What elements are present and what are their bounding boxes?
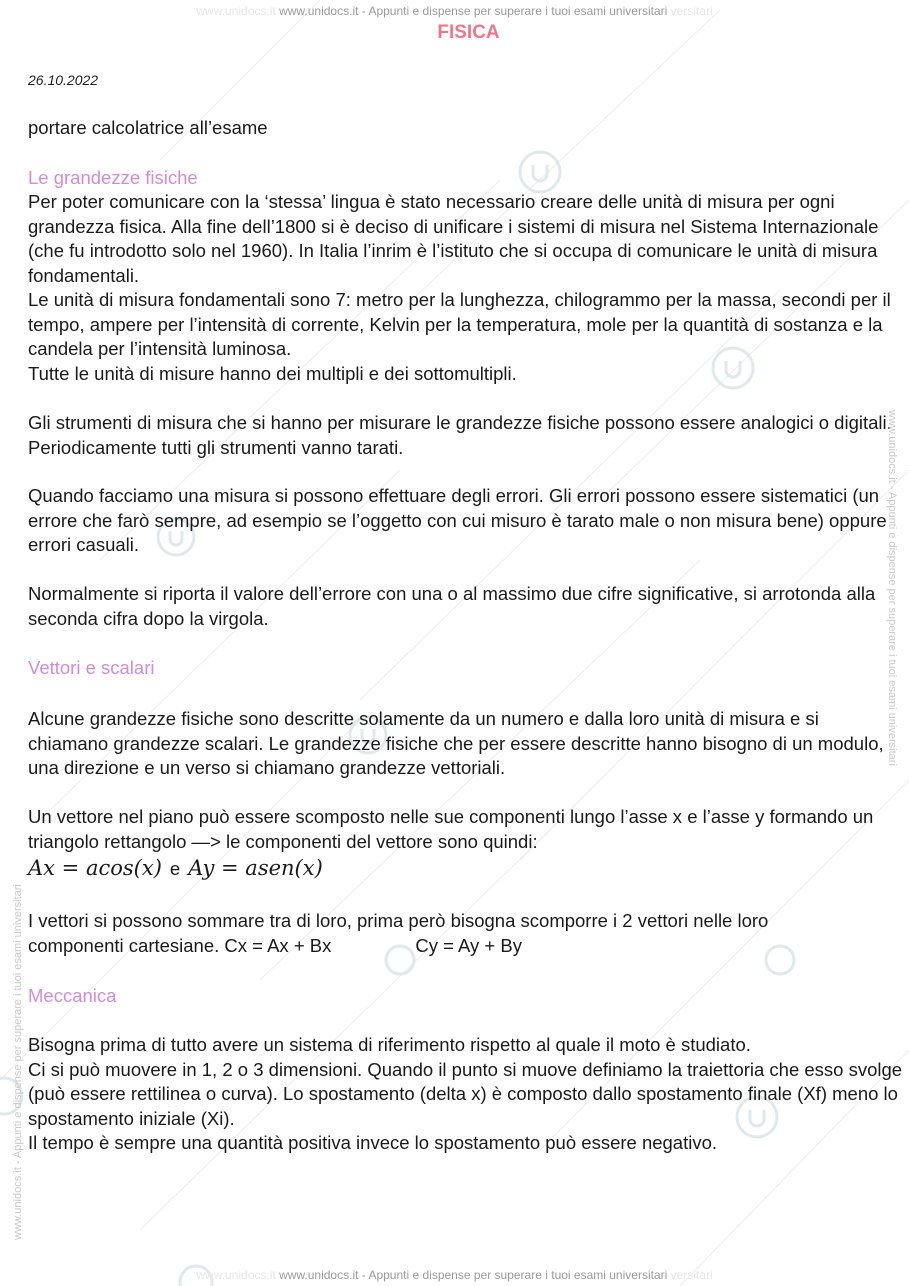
watermark-tagline: www.unidocs.it - Appunti e dispense per superare i tuoi esami universitari: [279, 1268, 668, 1282]
formula-components: [28, 856, 323, 880]
document-title: FISICA: [437, 22, 500, 43]
paragraph-text: Bisogna prima di tutto avere un sistema di riferimento rispetto al quale il moto è studiato.: [28, 1034, 751, 1055]
paragraph-text: Il tempo è sempre una quantità positiva invece lo spostamento può essere negativo.: [28, 1132, 718, 1153]
paragraph-mechanics: [28, 1033, 903, 1156]
watermark-url-faint: www.unidocs.it: [196, 1268, 276, 1282]
watermark-tagline: www.unidocs.it - Appunti e dispense per superare i tuoi esami universitari: [279, 4, 668, 18]
paragraph-si-units: [28, 190, 903, 386]
watermark-side-right: www.unidocs.it - Appunti e dispense per superare i tuoi esami universitari: [886, 410, 898, 766]
heading-grandezze-fisiche: Le grandezze fisiche: [28, 167, 198, 188]
paragraph-vector-components: Un vettore nel piano può essere scomposto nelle sue componenti lungo l’asse x e l’asse y formando un triangolo rettangolo —> le componenti del vettore sono quindi:: [28, 806, 874, 852]
paragraph-instruments: Gli strumenti di misura che si hanno per misurare le grandezze fisiche possono essere analogici o digitali. Periodicamente tutti gli strumenti vanno tarati.: [28, 412, 892, 458]
paragraph-text: Per poter comunicare con la ‘stessa’ lingua è stato necessario creare delle unità di misura per ogni grandezza fisica. Alla fine dell’1800 si è deciso di unificare i sistemi di misura nel Sistema Internazionale (che fu introdotto solo nel 1960). In Italia l’inrim è l’istituto che si occupa di comunicare le unità di misura fondamentali.: [28, 191, 879, 286]
paragraph-errors: Quando facciamo una misura si possono effettuare degli errori. Gli errori possono essere sistematici (un errore che farò sempre, ad esempio se l’oggetto con cui misuro è tarato male o non misura bene) oppure errori casuali.: [28, 485, 887, 555]
watermark-suffix: versitari: [670, 1268, 713, 1282]
sum-components-line: [28, 934, 903, 959]
heading-meccanica: Meccanica: [28, 985, 117, 1006]
watermark-side-left: www.unidocs.it - Appunti e dispense per superare i tuoi esami universitari: [12, 884, 24, 1240]
paragraph-text: I vettori si possono sommare tra di loro, prima però bisogna scomporre i 2 vettori nelle loro: [28, 910, 769, 931]
heading-vettori-scalari: Vettori e scalari: [28, 657, 155, 678]
intro-note: portare calcolatrice all’esame: [28, 117, 268, 138]
watermark-top-banner: [0, 4, 909, 18]
formula-ay: Ay = asen(x): [188, 856, 323, 880]
watermark-suffix: versitari: [670, 4, 713, 18]
paragraph-text: Ci si può muovere in 1, 2 o 3 dimensioni. Quando il punto si muove definiamo la traiettoria che esso svolge (può essere rettilinea o curva). Lo spostamento (delta x) è composto dallo spostamento finale (Xf) meno lo spostamento iniziale (Xi).: [28, 1058, 903, 1129]
document-date: 26.10.2022: [28, 72, 99, 88]
sum-cy: Cy = Ay + By: [415, 934, 522, 956]
watermark-url-faint: www.unidocs.it: [196, 4, 276, 18]
paragraph-significant-figures: Normalmente si riporta il valore dell’errore con una o al massimo due cifre significative, si arrotonda alla seconda cifra dopo la virgola.: [28, 583, 876, 629]
watermark-bottom-banner: [0, 1268, 909, 1282]
formula-conjunction: e: [169, 858, 181, 879]
paragraph-vector-sum: [28, 909, 903, 958]
formula-ax: Ax = acos(x): [28, 856, 162, 880]
paragraph-scalars-vectors: Alcune grandezze fisiche sono descritte solamente da un numero e dalla loro unità di misura e si chiamano grandezze scalari. Le grandezze fisiche che per essere descritte hanno bisogno di un modulo, una direzione e un verso si chiamano grandezze vettoriali.: [28, 708, 884, 778]
sum-cx: componenti cartesiane. Cx = Ax + Bx: [28, 934, 332, 956]
paragraph-text: Le unità di misura fondamentali sono 7: metro per la lunghezza, chilogrammo per la massa, secondi per il tempo, ampere per l’intensità di corrente, Kelvin per la temperatura, mole per la quantità di sostanza e la candela per l’intensità luminosa.: [28, 289, 891, 359]
paragraph-text: Tutte le unità di misure hanno dei multipli e dei sottomultipli.: [28, 362, 517, 384]
